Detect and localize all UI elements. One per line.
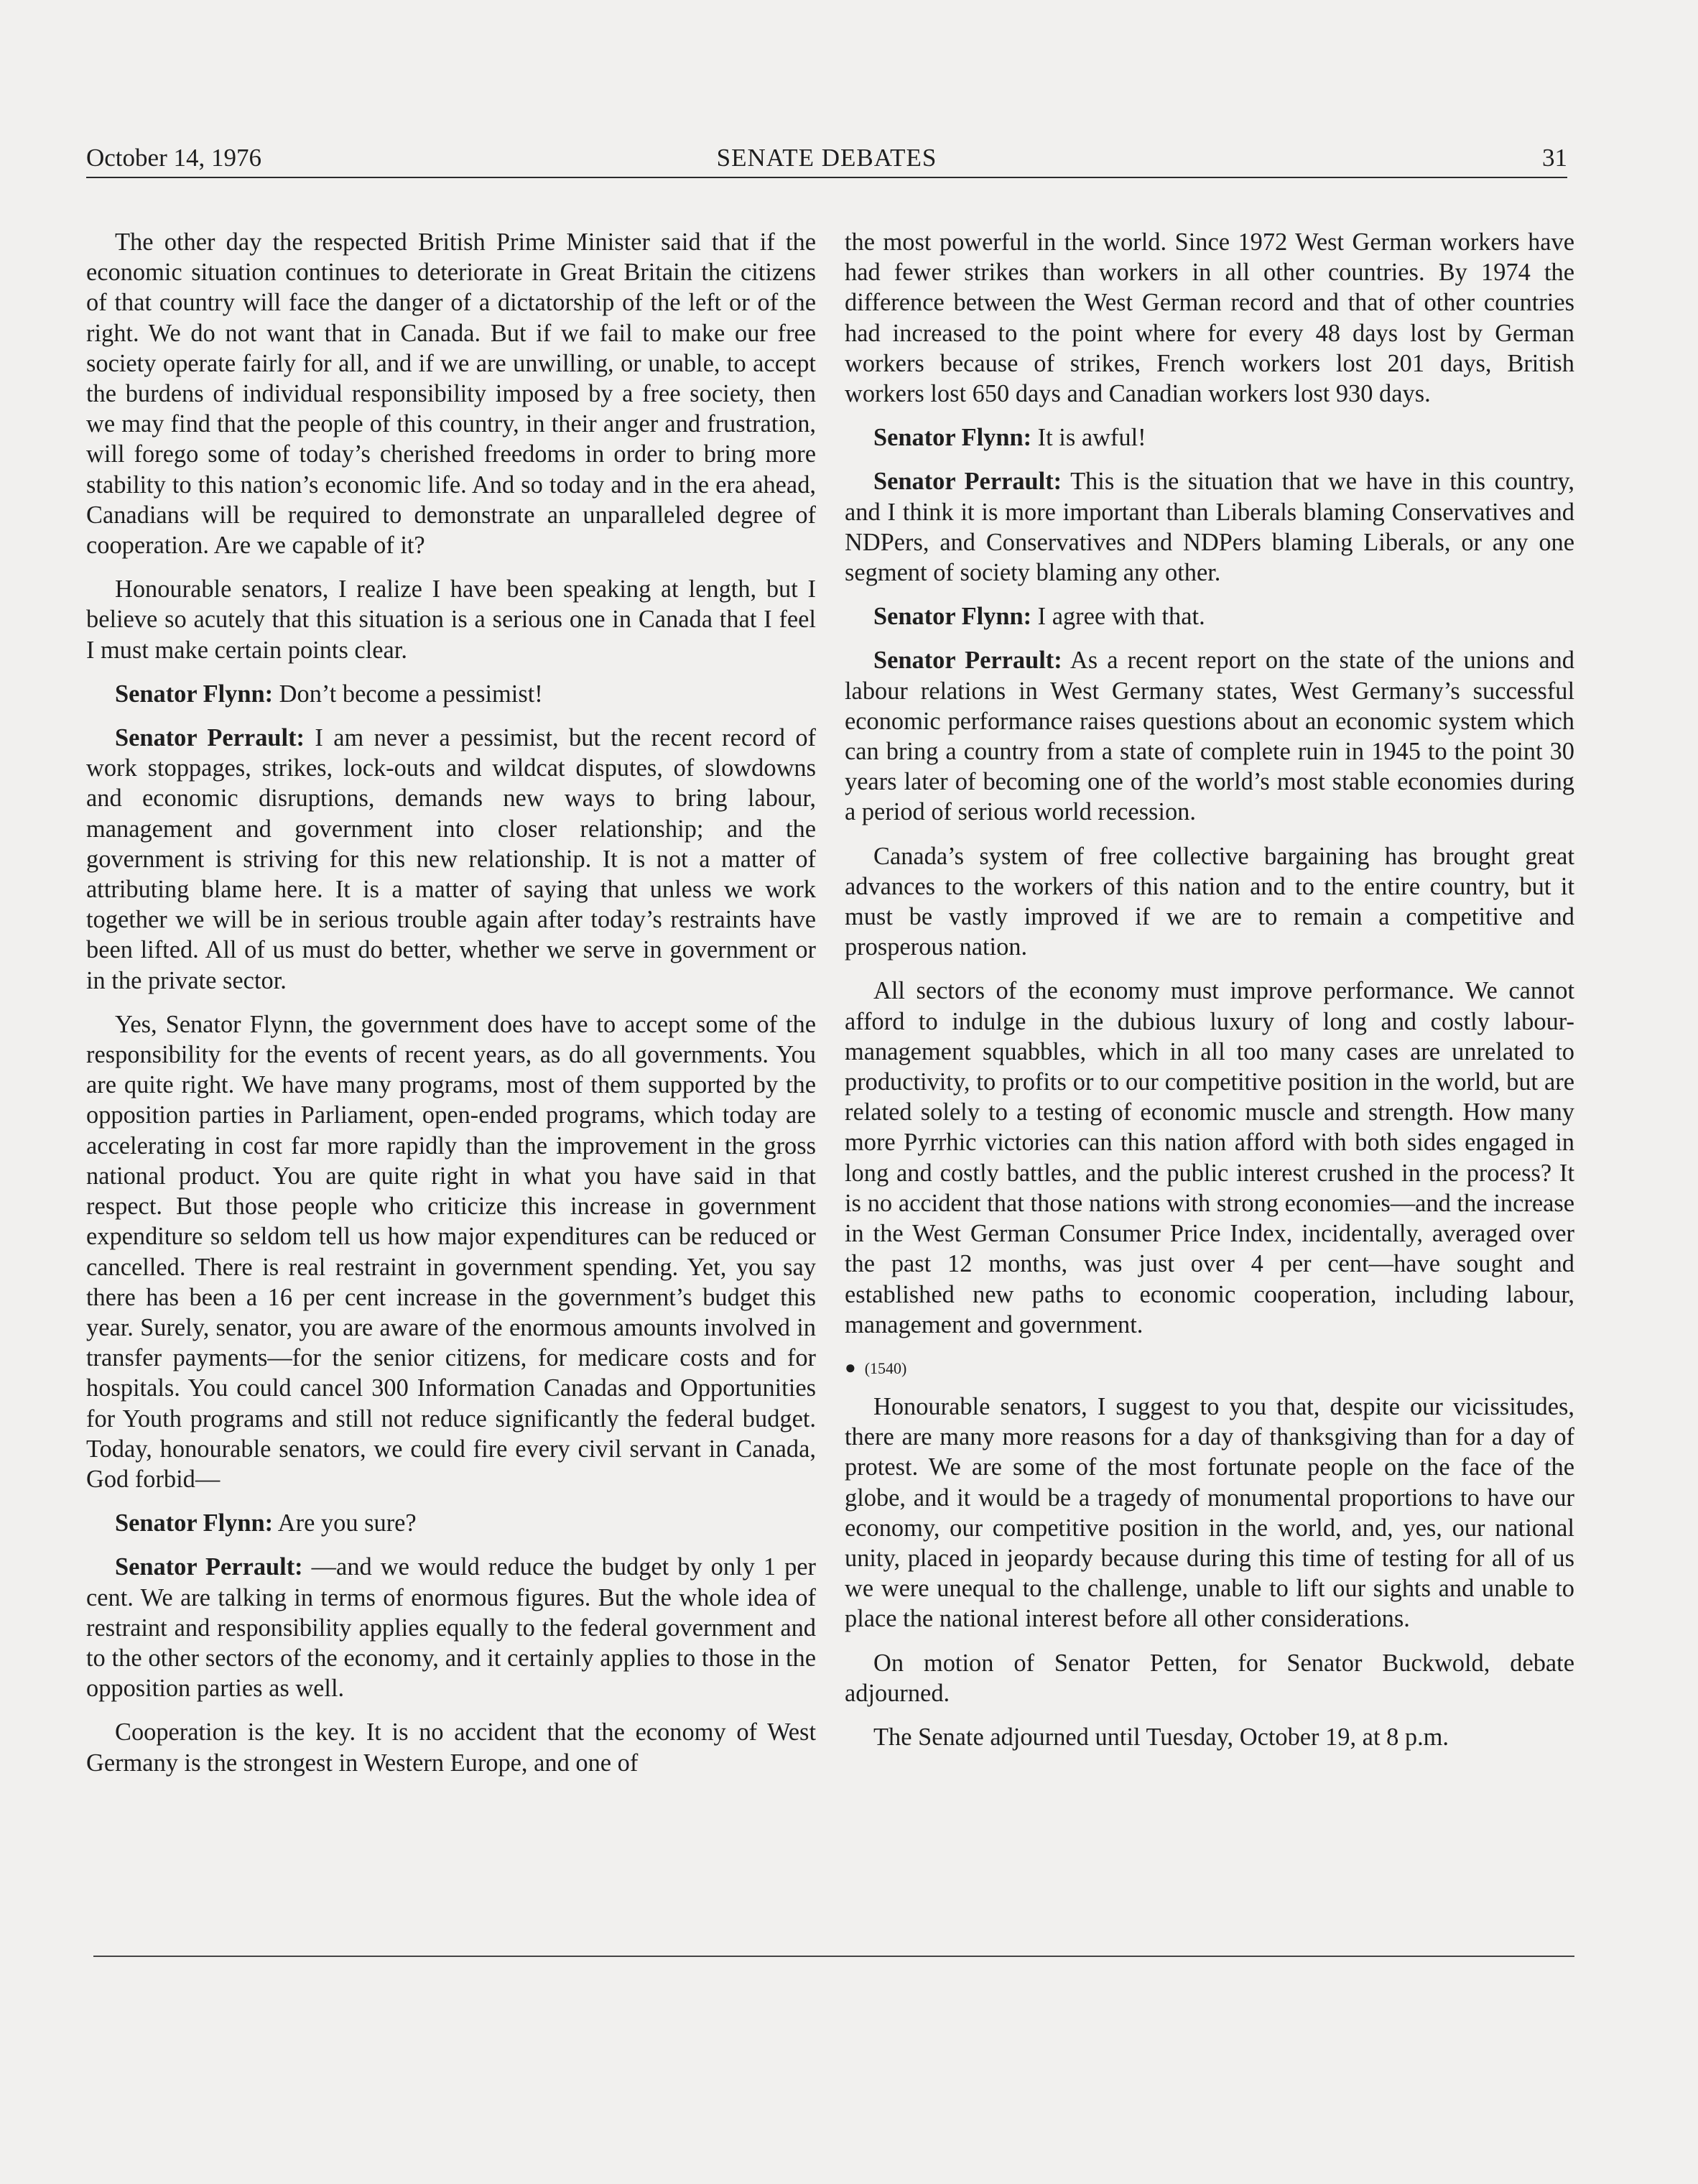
speech-text: It is awful! bbox=[1031, 424, 1146, 452]
header-page-number: 31 bbox=[1542, 144, 1567, 172]
speech-paragraph bbox=[845, 601, 1574, 631]
speech-paragraph bbox=[86, 679, 816, 709]
speaker-name: Senator Flynn: bbox=[873, 603, 1032, 631]
paragraph: Honourable senators, I suggest to you that, despite our vicissitudes, there are many more reasons for a day of thanksgiving than for a day of protest. We are some of the most fortunate people on the face of the globe, and it would be a tragedy of monumental proportions to have our economy, our competitive position in the world, and, yes, our national unity, placed in jeopardy because during this time of testing for all of us we were unequal to the challenge, unable to lift our sights and unable to place the national interest before all other considerations. bbox=[845, 1392, 1574, 1633]
bullet-icon: ● bbox=[845, 1356, 856, 1378]
speech-text: I am never a pessimist, but the recent record of work stoppages, strikes, lock-outs and wildcat disputes, of slowdowns and economic disruptions, demands new ways to bring labour, management and government into closer relationship; and the government is striving for this new relationship. It is not a matter of attributing blame here. It is a matter of saying that unless we work together we will be in serious trouble again after today’s restraints have been lifted. All of us must do better, whether we serve in government or in the private sector. bbox=[86, 724, 816, 994]
speaker-name: Senator Flynn: bbox=[873, 424, 1032, 452]
speech-paragraph bbox=[845, 466, 1574, 588]
speech-text: Are you sure? bbox=[273, 1509, 417, 1537]
header-date: October 14, 1976 bbox=[86, 144, 261, 172]
speaker-name: Senator Flynn: bbox=[115, 1509, 274, 1537]
speech-text: This is the situation that we have in this country, and I think it is more important than Liberals blaming Conservatives and NDPers, and Conservatives and NDPers blaming Liberals, or any one segment of society blaming any other. bbox=[845, 468, 1574, 587]
speech-paragraph bbox=[845, 422, 1574, 453]
paragraph: Cooperation is the key. It is no accident that the economy of West Germany is the strongest in Western Europe, and one of bbox=[86, 1718, 816, 1777]
footer-divider bbox=[93, 1956, 1574, 1957]
speech-paragraph bbox=[86, 1508, 816, 1538]
speaker-name: Senator Perrault: bbox=[873, 647, 1062, 675]
speech-paragraph bbox=[845, 645, 1574, 827]
speech-text: —and we would reduce the budget by only 1 per cent. We are talking in terms of enormous figures. But the whole idea of restraint and responsibility applies equally to the federal government and to the other sectors of the economy, and it certainly applies to those in the opposition parties as well. bbox=[86, 1553, 816, 1703]
header-title: SENATE DEBATES bbox=[716, 144, 937, 172]
speech-text: Don’t become a pessimist! bbox=[273, 680, 543, 708]
speaker-name: Senator Perrault: bbox=[115, 724, 305, 752]
paragraph: Honourable senators, I realize I have been speaking at length, but I believe so acutely that this situation is a serious one in Canada that I feel I must make certain points clear. bbox=[86, 575, 816, 664]
paragraph: All sectors of the economy must improve performance. We cannot afford to indulge in the dubious luxury of long and costly labour-management squabbles, which in all too many cases are unrelated to productivity, to profits or to our competitive position in the world, but are related solely to a testing of economic muscle and strength. How many more Pyrrhic victories can this nation afford with both sides engaged in long and costly battles, and the public interest crushed in the process? It is no accident that those nations with strong economies—and the increase in the West German Consumer Price Index, incidentally, averaged over the past 12 months, was just over 4 per cent—have sought and established new paths to economic cooperation, including labour, management and government. bbox=[845, 977, 1574, 1338]
speaker-name: Senator Perrault: bbox=[115, 1553, 303, 1581]
left-column bbox=[86, 227, 816, 1792]
paragraph: On motion of Senator Petten, for Senator Buckwold, debate adjourned. bbox=[845, 1649, 1574, 1707]
speech-paragraph bbox=[86, 1552, 816, 1703]
speaker-name: Senator Flynn: bbox=[115, 680, 274, 708]
speech-text: As a recent report on the state of the unions and labour relations in West Germany states, West Germany’s successful economic performance raises questions about an economic system which can bring a country from a state of complete ruin in 1945 to the point 30 years later of becoming one of the world’s most stable economies during a period of serious world recession. bbox=[845, 647, 1575, 826]
page-header bbox=[86, 141, 1567, 178]
paragraph: The other day the respected British Prime Minister said that if the economic situation continues to deteriorate in Great Britain the citizens of that country will face the danger of a dictatorship of the left or of the right. We do not want that in Canada. But if we fail to make our free society operate fairly for all, and if we are unwilling, or unable, to accept the burdens of individual responsibility imposed by a free society, then we may find that the people of this country, in their anger and frustration, will forego some of today’s cherished freedoms in order to bring more stability to this nation’s economic life. And so today and in the era ahead, Canadians will be required to demonstrate an unparalleled degree of cooperation. Are we capable of it? bbox=[86, 228, 816, 560]
right-column bbox=[845, 227, 1574, 1766]
speaker-name: Senator Perrault: bbox=[873, 468, 1062, 496]
paragraph: Canada’s system of free collective bargaining has brought great advances to the workers of this nation and to the entire country, but it must be vastly improved if we are to remain a competitive and prosperous nation. bbox=[845, 842, 1574, 961]
time-marker-text: (1540) bbox=[864, 1359, 907, 1377]
paragraph: Yes, Senator Flynn, the government does have to accept some of the responsibility for the events of recent years, as do all governments. You are quite right. We have many programs, most of them supported by the opposition parties in Parliament, open-ended programs, which today are accelerating in cost far more rapidly than the improvement in the gross national product. You are quite right in what you have said in that respect. But those people who criticize this increase in government expenditure so seldom tell us how major expenditures can be reduced or cancelled. There is real restraint in government spending. Yet, you say there has been a 16 per cent increase in the government’s budget this year. Surely, senator, you are aware of the enormous amounts involved in transfer payments—for the senior citizens, for medicare costs and for hospitals. You could cancel 300 Information Canadas and Opportunities for Youth programs and still not reduce significantly the federal budget. Today, honourable senators, we could fire every civil servant in Canada, God forbid— bbox=[86, 1010, 816, 1493]
paragraph-continued: the most powerful in the world. Since 1972 West German workers have had fewer strikes than workers in all other countries. By 1974 the difference between the West German record and that of other countries had increased to the point where for every 48 days lost by German workers because of strikes, French workers lost 201 days, British workers lost 650 days and Canadian workers lost 930 days. bbox=[845, 228, 1574, 408]
time-marker bbox=[845, 1354, 1574, 1383]
speech-paragraph bbox=[86, 723, 816, 996]
speech-text: I agree with that. bbox=[1031, 603, 1205, 631]
paragraph: The Senate adjourned until Tuesday, October 19, at 8 p.m. bbox=[873, 1723, 1449, 1751]
